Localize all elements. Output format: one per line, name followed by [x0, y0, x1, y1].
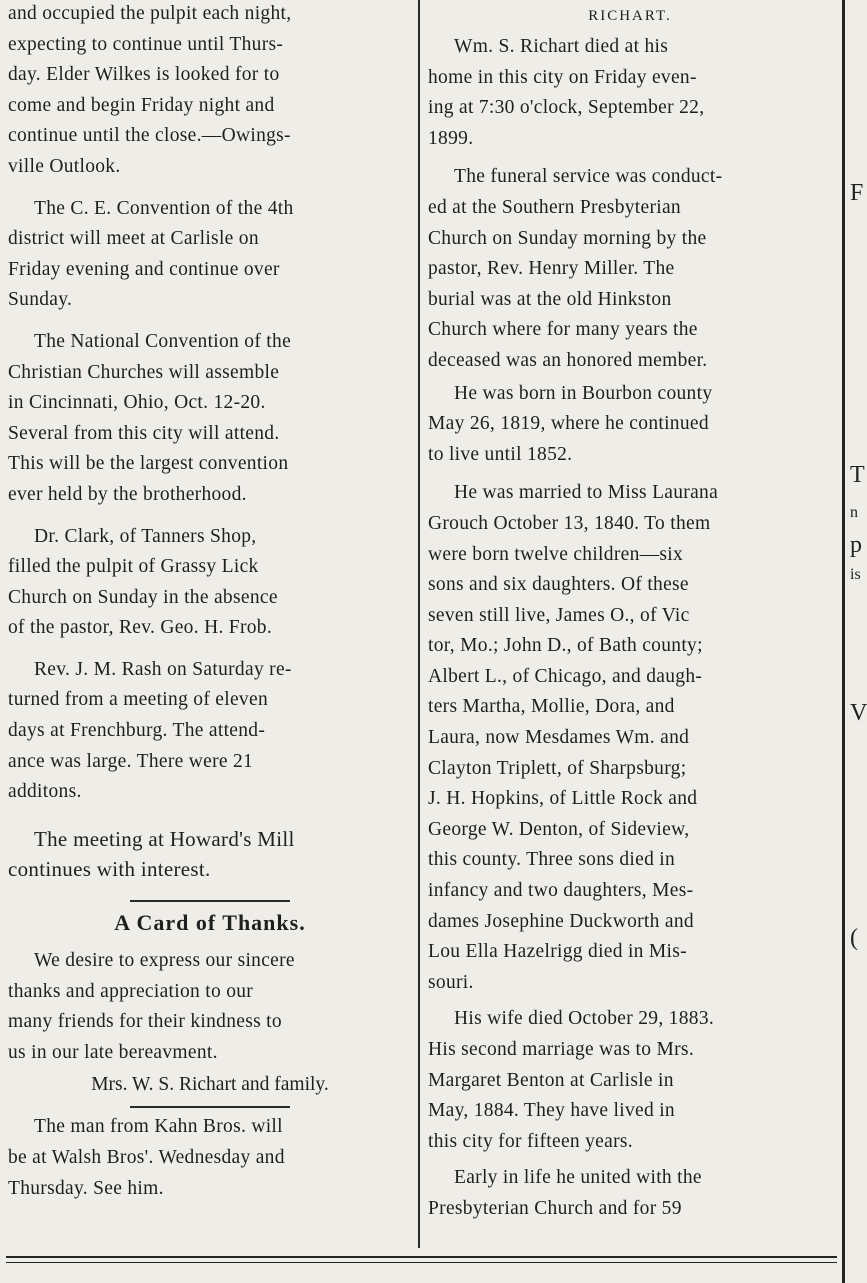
obituary-paragraph: Wm. S. Richart died at his home in this city on Friday even- ing at 7:30 o'clock, September 22, 1899.	[428, 36, 705, 149]
edge-fragment: is	[850, 566, 861, 583]
obituary-paragraph: Early in life he united with the Presbyterian Church and for 59	[428, 1167, 702, 1219]
obituary-paragraph: He was married to Miss Laurana Grouch October 13, 1840. To them were born twelve children—six sons and six daughters. Of these seven still live, James O., of Vic tor, Mo.; John D., of Bath county; Albert L., of Chicago, and daugh- ters Martha, Mollie, Dora, and Laura, now Mesdames Wm. and Clayton Triplett, of Sharpsburg; J. H. Hopkins, of Little Rock and George W. Denton, of Sideview, this county. Three sons died in infancy and two daughters, Mes- dames Josephine Duckworth and Lou Ella Hazelrigg died in Mis- souri.	[428, 482, 719, 993]
edge-fragment: T	[850, 462, 865, 488]
card-of-thanks-text: We desire to express our sincere thanks and appreciation to our many friends for their kindness to us in our late bereavment.	[8, 950, 295, 1063]
ce-convention-item: The C. E. Convention of the 4th district will meet at Carlisle on Friday evening and continue over Sunday.	[8, 197, 294, 311]
obituary-paragraph: His wife died October 29, 1883. His second marriage was to Mrs. Margaret Benton at Carlisle in May, 1884. They have lived in this city for fifteen years.	[428, 1008, 715, 1152]
right-column	[428, 0, 832, 1225]
edge-fragment: n	[850, 504, 858, 521]
card-of-thanks-signature: Mrs. W. S. Richart and family.	[91, 1074, 329, 1096]
obituary-paragraph: He was born in Bourbon county May 26, 1819, where he continued to live until 1852.	[428, 382, 713, 465]
rev-rash-item: Rev. J. M. Rash on Saturday re- turned from a meeting of eleven days at Frenchburg. The attend- ance was large. There were 21 additons.	[8, 658, 292, 803]
dr-clark-item: Dr. Clark, of Tanners Shop, filled the pulpit of Grassy Lick Church on Sunday in the absence of the pastor, Rev. Geo. H. Frob.	[8, 525, 278, 639]
bottom-rule	[6, 1256, 837, 1258]
national-convention-item: The National Convention of the Christian Churches will assemble in Cincinnati, Ohio, Oct. 12-20. Several from this city will attend. This will be the largest convention ever held by the brotherhood.	[8, 330, 292, 505]
owingsville-item-tail: and occupied the pulpit each night, expecting to continue until Thurs- day. Elder Wilkes is looked for to come and begin Friday night and continue until the close.—Owings- ville Outlook.	[8, 3, 292, 177]
obituary-paragraph: The funeral service was conduct- ed at the Southern Presbyterian Church on Sunday morning by the pastor, Rev. Henry Miller. The burial was at the old Hinkston Church where for many years the deceased was an honored member.	[428, 166, 723, 371]
column-separator	[418, 0, 420, 1248]
edge-fragment: F	[850, 180, 864, 206]
section-divider	[130, 900, 290, 902]
kahn-bros-item: The man from Kahn Bros. will be at Walsh Bros'. Wednesday and Thursday. See him.	[8, 1116, 285, 1199]
howards-mill-item: The meeting at Howard's Mill continues with interest.	[8, 826, 295, 882]
obituary-heading: RICHART.	[588, 8, 672, 24]
edge-fragment: p	[850, 532, 862, 558]
section-divider	[130, 1106, 290, 1108]
edge-fragment: (	[850, 925, 858, 951]
bottom-rule	[6, 1262, 837, 1263]
edge-fragment: V	[850, 700, 867, 726]
card-of-thanks-heading: A Card of Thanks.	[114, 910, 306, 936]
left-column	[8, 0, 412, 1204]
right-edge-separator	[842, 0, 845, 1283]
